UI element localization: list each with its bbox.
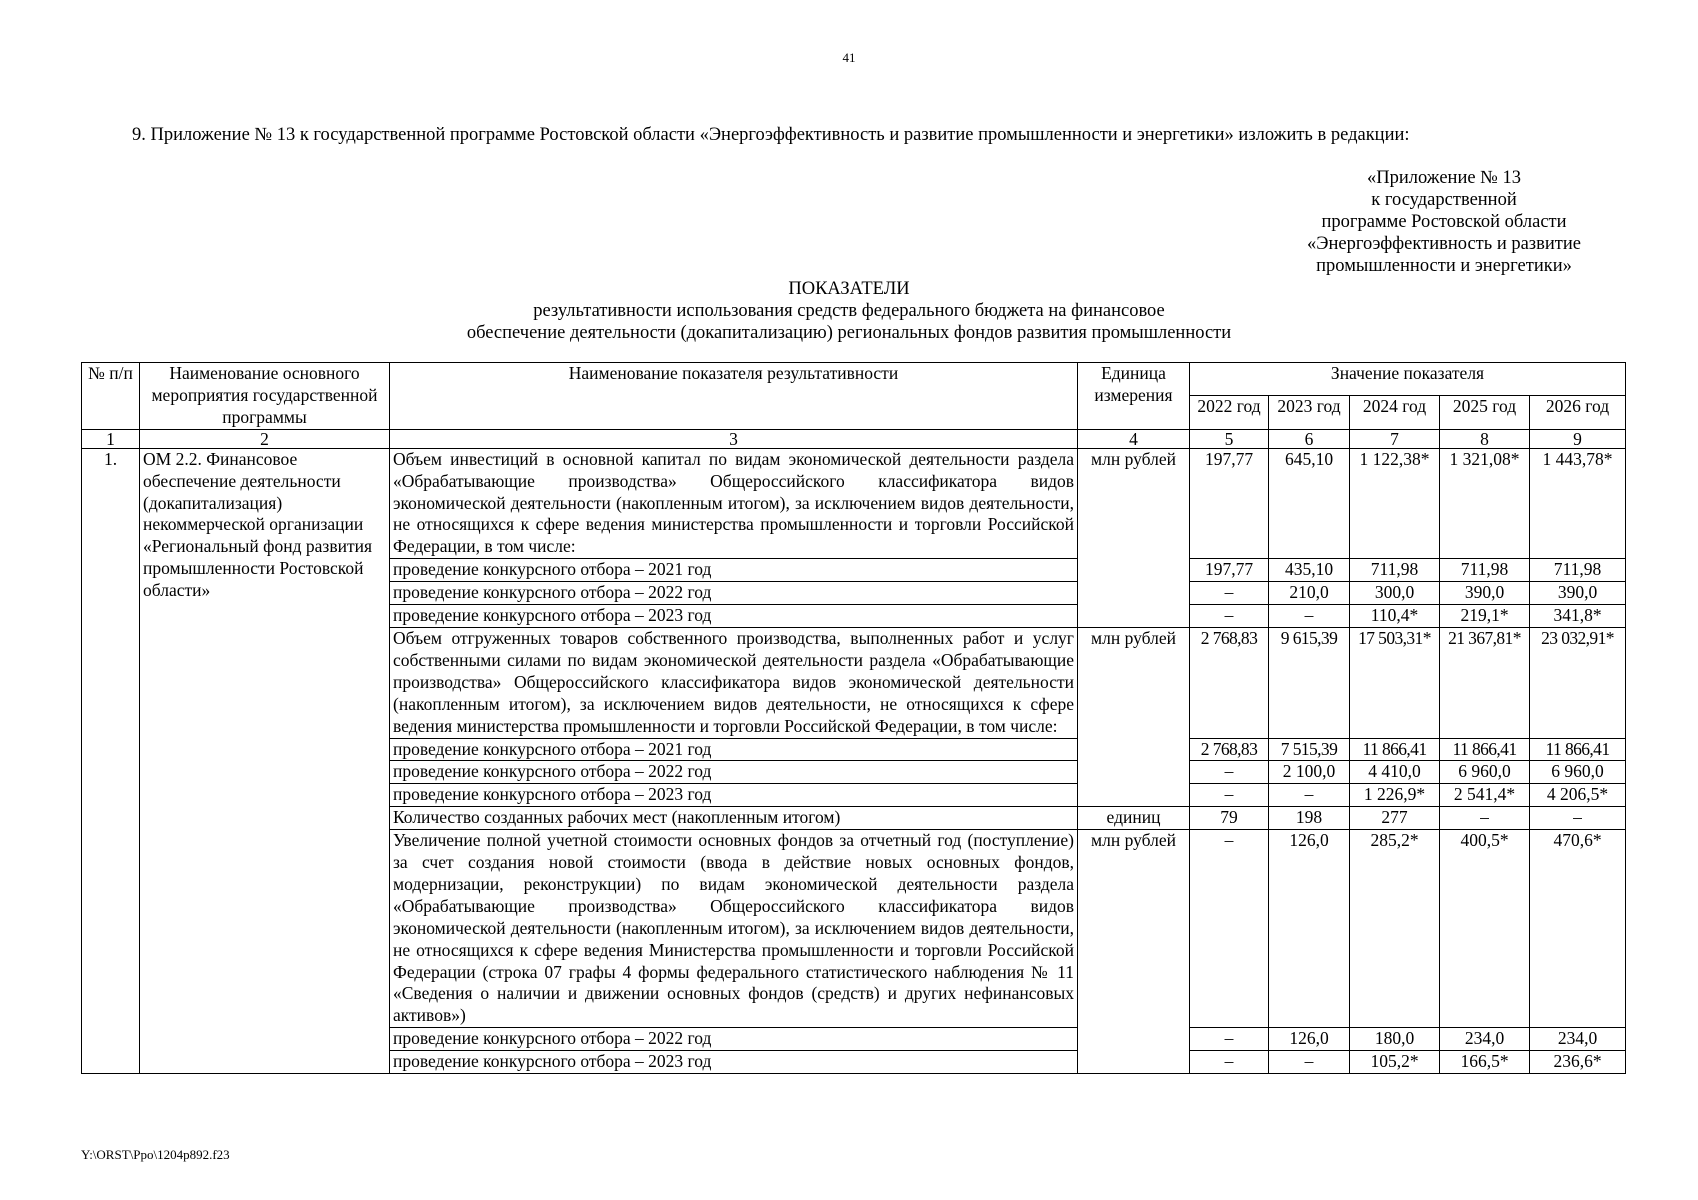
indicator-name: проведение конкурсного отбора – 2021 год (390, 738, 1078, 761)
appendix-reference (1274, 167, 1614, 277)
value-cell: 2 541,4* (1440, 784, 1530, 807)
header-year: 2026 год (1530, 396, 1626, 429)
column-number: 6 (1269, 429, 1350, 448)
header-year: 2022 год (1190, 396, 1269, 429)
column-number: 2 (140, 429, 390, 448)
value-cell: – (1190, 830, 1269, 1028)
row-number: 1. (82, 448, 140, 1073)
value-cell: 1 443,78* (1530, 448, 1626, 559)
value-cell: 11 866,41 (1440, 738, 1530, 761)
header-row (82, 363, 1626, 396)
value-cell: 105,2* (1350, 1051, 1440, 1074)
value-cell: 390,0 (1440, 582, 1530, 605)
unit-cell: млн рублей (1078, 830, 1190, 1074)
table-row (82, 448, 1626, 559)
unit-cell: млн рублей (1078, 627, 1190, 806)
value-cell: 645,10 (1269, 448, 1350, 559)
column-numbers-row (82, 429, 1626, 448)
value-cell: 7 515,39 (1269, 738, 1350, 761)
value-cell: – (1530, 807, 1626, 830)
value-cell: 4 410,0 (1350, 761, 1440, 784)
title-heading: ПОКАЗАТЕЛИ (788, 279, 910, 299)
appendix-ref-line: промышленности и энергетики» (1316, 256, 1572, 276)
header-year: 2025 год (1440, 396, 1530, 429)
indicator-name: Объем отгруженных товаров собственного производства, выполненных работ и услуг собственными силами по видам экономической деятельности раздела «Обрабатывающие производства» Общероссийского классификатора видов экономической деятельности (накопленным итогом), за исключением видов деятельности, не относящихся к сфере ведения министерства промышленности и торговли Российской Федерации, в том числе: (390, 627, 1078, 738)
value-cell: 400,5* (1440, 830, 1530, 1028)
value-cell: 2 768,83 (1190, 738, 1269, 761)
value-cell: 234,0 (1530, 1028, 1626, 1051)
value-cell: – (1190, 1051, 1269, 1074)
value-cell: 341,8* (1530, 605, 1626, 628)
value-cell: – (1190, 582, 1269, 605)
value-cell: 277 (1350, 807, 1440, 830)
value-cell: 17 503,31* (1350, 627, 1440, 738)
value-cell: – (1440, 807, 1530, 830)
value-cell: 166,5* (1440, 1051, 1530, 1074)
value-cell: 1 122,38* (1350, 448, 1440, 559)
indicator-name: проведение конкурсного отбора – 2022 год (390, 1028, 1078, 1051)
value-cell: 1 226,9* (1350, 784, 1440, 807)
value-cell: 197,77 (1190, 559, 1269, 582)
value-cell: 1 321,08* (1440, 448, 1530, 559)
value-cell: 2 768,83 (1190, 627, 1269, 738)
value-cell: 23 032,91* (1530, 627, 1626, 738)
value-cell: 126,0 (1269, 830, 1350, 1028)
indicator-name: Увеличение полной учетной стоимости основных фондов за отчетный год (поступление) за счет создания новой стоимости (ввода в действие новых основных фондов, модернизации, реконструкции) по видам экономической деятельности раздела «Обрабатывающие производства» Общероссийского классификатора видов экономической деятельности (накопленным итогом), за исключением видов деятельности, не относящихся к сфере ведения Министерства промышленности и торговли Российской Федерации (строка 07 графы 4 формы федерального статистического наблюдения № 11 «Сведения о наличии и движении основных фондов (средств) и других нефинансовых активов») (390, 830, 1078, 1028)
intro-text: 9. Приложение № 13 к государственной программе Ростовской области «Энергоэффективность и развитие промышленности и энергетики» изложить в редакции: (132, 125, 1410, 145)
column-number: 5 (1190, 429, 1269, 448)
value-cell: 11 866,41 (1350, 738, 1440, 761)
page-number: 41 (842, 50, 856, 65)
column-number: 1 (82, 429, 140, 448)
appendix-ref-line: «Приложение № 13 (1367, 168, 1521, 188)
value-cell: 9 615,39 (1269, 627, 1350, 738)
column-number: 4 (1078, 429, 1190, 448)
value-cell: 79 (1190, 807, 1269, 830)
header-year: 2023 год (1269, 396, 1350, 429)
header-year: 2024 год (1350, 396, 1440, 429)
value-cell: 711,98 (1530, 559, 1626, 582)
value-cell: 435,10 (1269, 559, 1350, 582)
value-cell: 4 206,5* (1530, 784, 1626, 807)
header-value-group: Значение показателя (1190, 363, 1626, 396)
value-cell: 390,0 (1530, 582, 1626, 605)
value-cell: 219,1* (1440, 605, 1530, 628)
indicator-name: проведение конкурсного отбора – 2023 год (390, 605, 1078, 628)
header-num: № п/п (82, 363, 140, 430)
value-cell: – (1269, 1051, 1350, 1074)
value-cell: 210,0 (1269, 582, 1350, 605)
indicator-name: Количество созданных рабочих мест (накопленным итогом) (390, 807, 1078, 830)
value-cell: 6 960,0 (1530, 761, 1626, 784)
value-cell: 21 367,81* (1440, 627, 1530, 738)
unit-cell: млн рублей (1078, 448, 1190, 627)
document-title (0, 278, 1698, 344)
value-cell: 11 866,41 (1530, 738, 1626, 761)
value-cell: 711,98 (1440, 559, 1530, 582)
indicator-name: проведение конкурсного отбора – 2022 год (390, 761, 1078, 784)
indicator-name: проведение конкурсного отбора – 2023 год (390, 784, 1078, 807)
value-cell: 110,4* (1350, 605, 1440, 628)
unit-cell: единиц (1078, 807, 1190, 830)
column-number: 8 (1440, 429, 1530, 448)
value-cell: 300,0 (1350, 582, 1440, 605)
value-cell: – (1190, 761, 1269, 784)
appendix-ref-line: программе Ростовской области (1321, 212, 1567, 232)
column-number: 7 (1350, 429, 1440, 448)
indicator-name: Объем инвестиций в основной капитал по видам экономической деятельности раздела «Обрабатывающие производства» Общероссийского классификатора видов экономической деятельности (накопленным итогом), за исключением видов деятельности, не относящихся к сфере ведения министерства промышленности и торговли Российской Федерации, в том числе: (390, 448, 1078, 559)
title-line: результативности использования средств федерального бюджета на финансовое (533, 301, 1165, 321)
value-cell: – (1269, 605, 1350, 628)
value-cell: – (1269, 784, 1350, 807)
value-cell: 234,0 (1440, 1028, 1530, 1051)
value-cell: – (1190, 605, 1269, 628)
appendix-ref-line: «Энергоэффективность и развитие (1307, 234, 1581, 254)
event-name: ОМ 2.2. Финансовое обеспечение деятельности (докапитализация) некоммерческой организации «Региональный фонд развития промышленности Ростовской области» (140, 448, 390, 1073)
value-cell: 236,6* (1530, 1051, 1626, 1074)
value-cell: 197,77 (1190, 448, 1269, 559)
value-cell: 711,98 (1350, 559, 1440, 582)
indicator-name: проведение конкурсного отбора – 2022 год (390, 582, 1078, 605)
indicators-table (81, 362, 1626, 1074)
value-cell: – (1190, 784, 1269, 807)
title-line: обеспечение деятельности (докапитализацию) региональных фондов развития промышленности (466, 323, 1232, 343)
column-number: 9 (1530, 429, 1626, 448)
footer-file-path: Y:\ORST\Ppo\1204p892.f23 (81, 1147, 230, 1162)
column-number: 3 (390, 429, 1078, 448)
header-event: Наименование основного мероприятия государственной программы (140, 363, 390, 430)
value-cell: 2 100,0 (1269, 761, 1350, 784)
indicator-name: проведение конкурсного отбора – 2021 год (390, 559, 1078, 582)
value-cell: 6 960,0 (1440, 761, 1530, 784)
value-cell: – (1190, 1028, 1269, 1051)
value-cell: 285,2* (1350, 830, 1440, 1028)
indicator-name: проведение конкурсного отбора – 2023 год (390, 1051, 1078, 1074)
value-cell: 180,0 (1350, 1028, 1440, 1051)
value-cell: 470,6* (1530, 830, 1626, 1028)
header-unit: Единица измерения (1078, 363, 1190, 430)
appendix-ref-line: к государственной (1371, 190, 1517, 210)
value-cell: 198 (1269, 807, 1350, 830)
header-indicator: Наименование показателя результативности (390, 363, 1078, 430)
value-cell: 126,0 (1269, 1028, 1350, 1051)
